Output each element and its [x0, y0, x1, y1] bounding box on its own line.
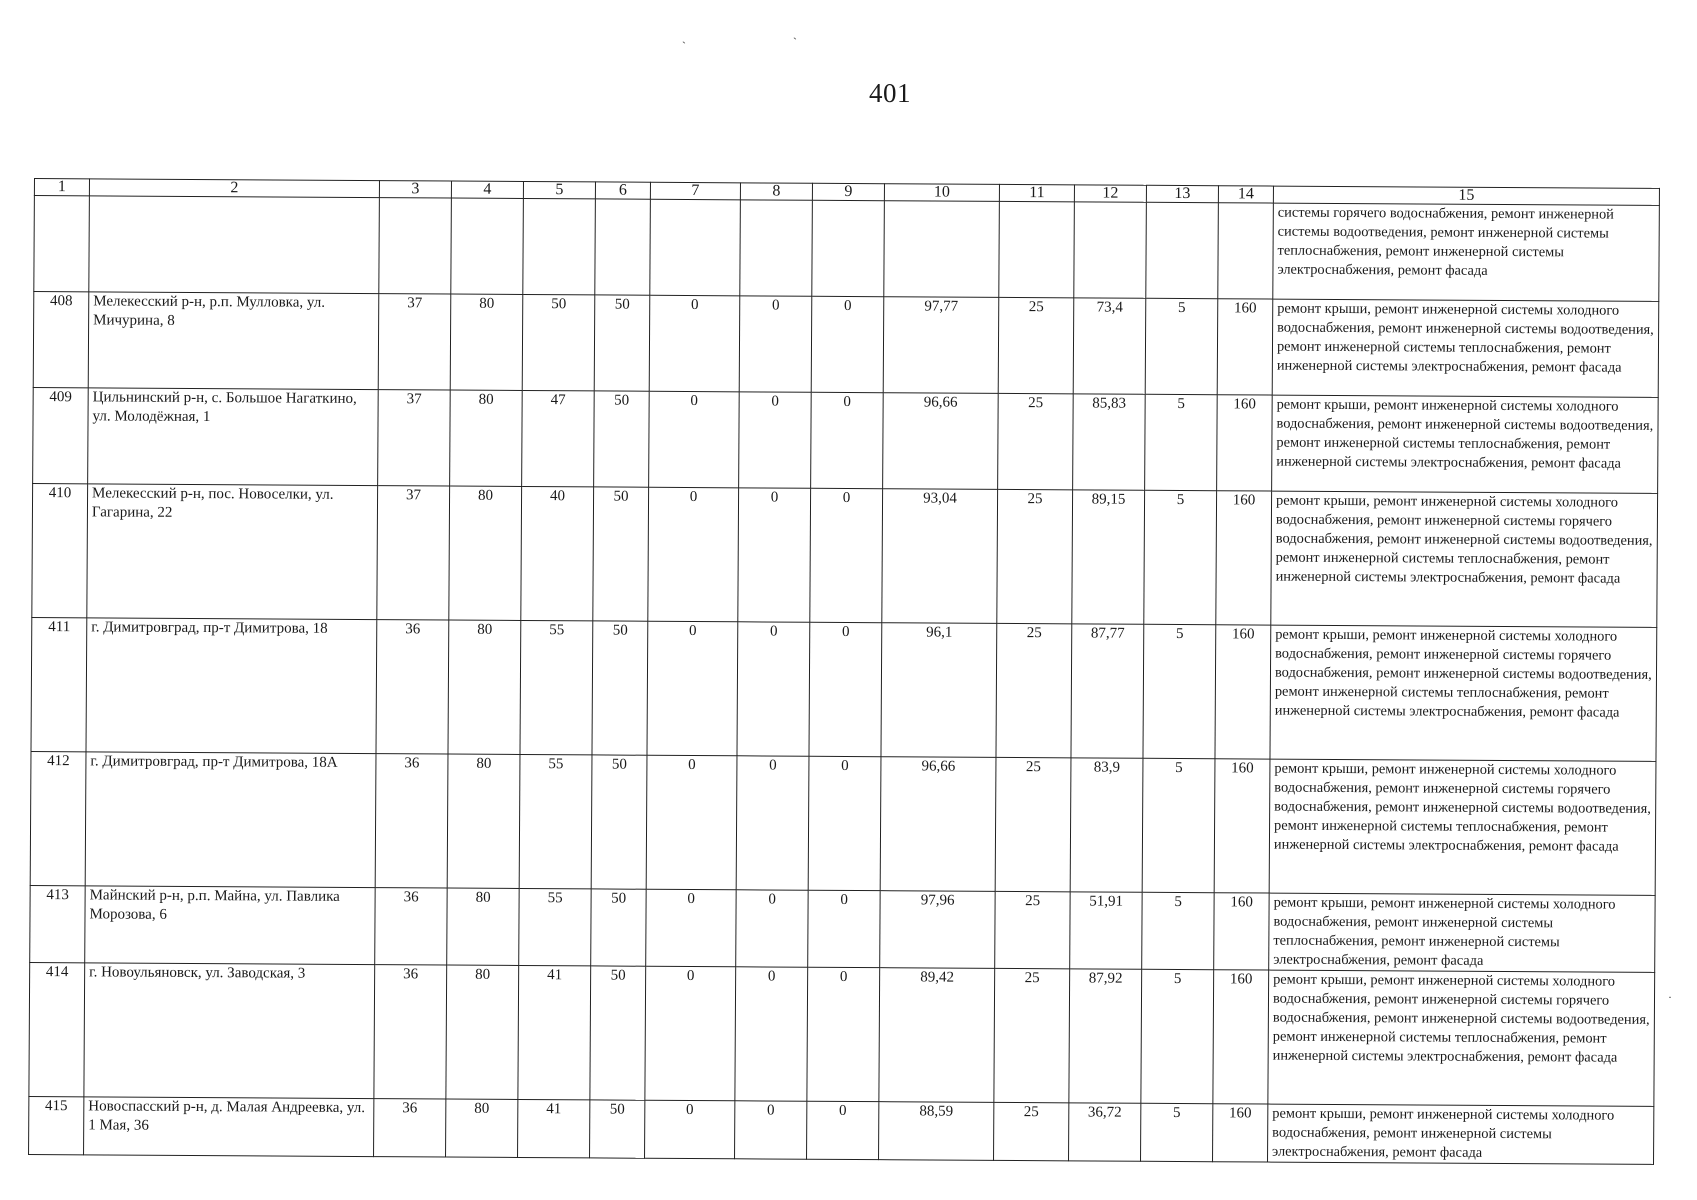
value-cell: 41: [518, 965, 591, 1099]
value-cell: 5: [1142, 892, 1214, 969]
value-cell: 5: [1142, 758, 1215, 892]
table-row: [33, 292, 1659, 398]
value-cell: 80: [449, 486, 522, 620]
value-cell: 160: [1214, 893, 1269, 970]
value-cell: 0: [808, 756, 881, 890]
value-cell: 5: [1144, 490, 1217, 624]
value-cell: 93,04: [882, 489, 998, 624]
column-header: 3: [379, 181, 451, 198]
value-cell: 50: [594, 391, 650, 487]
value-cell: 0: [649, 391, 740, 488]
table-row: [29, 1096, 1654, 1164]
value-cell: 36: [374, 965, 447, 1099]
work-list-cell: ремонт крыши, ремонт инженерной системы холодного водоснабжения, ремонт инженерной системы водоотведения, ремонт инженерной системы теплоснабжения, ремонт инженерной системы электроснабжения, ремонт фасада: [1272, 299, 1659, 397]
row-number: 408: [33, 292, 89, 388]
value-cell: 50: [591, 755, 647, 889]
work-list-cell: ремонт крыши, ремонт инженерной системы холодного водоснабжения, ремонт инженерной системы электроснабжения, ремонт фасада: [1268, 1104, 1654, 1164]
value-cell: 5: [1145, 298, 1218, 394]
column-header: 13: [1146, 185, 1218, 202]
value-cell: 36: [376, 620, 449, 754]
value-cell: 0: [647, 621, 738, 756]
value-cell: 0: [737, 622, 810, 756]
address-cell: Мелекесский р-н, р.п. Мулловка, ул. Мичурина, 8: [88, 292, 379, 390]
work-list-cell: ремонт крыши, ремонт инженерной системы холодного водоснабжения, ремонт инженерной системы горячего водоснабжения, ремонт инженерной системы водоотведения, ремонт инженерной системы теплоснабжения, ремонт инженерной системы электроснабжения, ремонт фасада: [1270, 625, 1657, 761]
column-header: 11: [999, 184, 1074, 201]
register-table: [28, 178, 1660, 1165]
value-cell: 0: [648, 487, 739, 622]
value-cell: 96,66: [883, 393, 999, 490]
value-cell: 80: [450, 294, 523, 390]
carryover-row: [34, 196, 1660, 302]
scan-speck: ˏ: [682, 30, 686, 44]
column-header: 5: [523, 181, 595, 198]
value-cell: 50: [594, 295, 650, 391]
address-cell: Мелекесский р-н, пос. Новоселки, ул. Гагарина, 22: [87, 484, 378, 620]
value-cell: 36: [374, 1099, 446, 1157]
table-row: [30, 751, 1656, 895]
value-cell: 50: [591, 889, 646, 966]
column-header: 7: [650, 182, 740, 200]
value-cell: 80: [448, 620, 521, 754]
value-cell: 160: [1217, 395, 1273, 491]
value-cell: 0: [736, 756, 809, 890]
value-cell: 160: [1213, 970, 1269, 1104]
value-cell: 0: [808, 890, 880, 967]
value-cell: 0: [735, 1101, 807, 1159]
value-cell: 80: [447, 888, 519, 965]
value-cell: 160: [1216, 491, 1272, 625]
value-cell: 88,59: [879, 1102, 994, 1161]
value-cell: 25: [997, 489, 1073, 623]
value-cell: 25: [994, 1102, 1069, 1160]
page-number: 401: [869, 78, 911, 108]
value-cell: 0: [646, 755, 737, 890]
value-cell: 0: [735, 967, 808, 1101]
value-cell: 50: [522, 294, 595, 390]
value-cell: 0: [811, 392, 884, 488]
value-cell: 5: [1141, 1103, 1213, 1161]
column-header: 8: [740, 183, 812, 200]
value-cell: 89,42: [879, 968, 995, 1103]
row-number: 409: [33, 387, 89, 483]
value-cell: 87,77: [1071, 624, 1144, 758]
work-list-cell: ремонт крыши, ремонт инженерной системы холодного водоснабжения, ремонт инженерной системы горячего водоснабжения, ремонт инженерной системы водоотведения, ремонт инженерной системы теплоснабжения, ремонт инженерной системы электроснабжения, ремонт фасада: [1269, 759, 1656, 895]
value-cell: 96,66: [880, 757, 996, 892]
value-cell: 51,91: [1070, 892, 1142, 969]
value-cell: 36: [375, 888, 447, 965]
column-header: 10: [884, 184, 999, 202]
value-cell: 89,15: [1072, 490, 1145, 624]
value-cell: 25: [994, 968, 1070, 1102]
work-list-cell: ремонт крыши, ремонт инженерной системы холодного водоснабжения, ремонт инженерной системы водоотведения, ремонт инженерной системы теплоснабжения, ремонт инженерной системы электроснабжения, ремонт фасада: [1272, 395, 1659, 493]
value-cell: 50: [590, 1100, 645, 1158]
address-cell: Майнский р-н, р.п. Майна, ул. Павлика Морозова, 6: [85, 886, 375, 965]
value-cell: 0: [646, 889, 736, 967]
column-header: 15: [1273, 186, 1659, 205]
value-cell: 50: [590, 966, 646, 1100]
value-cell: 87,92: [1069, 969, 1142, 1103]
value-cell: 0: [738, 488, 811, 622]
value-cell: 0: [810, 488, 883, 622]
work-list-cell: ремонт крыши, ремонт инженерной системы холодного водоснабжения, ремонт инженерной системы горячего водоснабжения, ремонт инженерной системы водоотведения, ремонт инженерной системы теплоснабжения, ремонт инженерной системы электроснабжения, ремонт фасада: [1268, 970, 1655, 1106]
value-cell: 160: [1215, 625, 1271, 759]
value-cell: 160: [1214, 759, 1270, 893]
scan-speck: ˎ: [793, 26, 797, 40]
value-cell: 25: [995, 891, 1070, 968]
table-row: [30, 885, 1655, 972]
work-list-cell: ремонт крыши, ремонт инженерной системы холодного водоснабжения, ремонт инженерной системы горячего водоснабжения, ремонт инженерной системы водоотведения, ремонт инженерной системы теплоснабжения, ремонт инженерной системы электроснабжения, ремонт фасада: [1271, 491, 1658, 627]
value-cell: 0: [649, 295, 740, 392]
value-cell: 0: [739, 296, 812, 392]
row-number: 411: [31, 617, 87, 751]
value-cell: 37: [377, 486, 450, 620]
value-cell: 55: [519, 888, 591, 965]
work-list-cell: ремонт крыши, ремонт инженерной системы холодного водоснабжения, ремонт инженерной системы теплоснабжения, ремонт инженерной системы электроснабжения, ремонт фасада: [1269, 893, 1655, 972]
address-cell: г. Новоульяновск, ул. Заводская, 3: [84, 963, 375, 1099]
value-cell: 25: [996, 623, 1072, 757]
table-row: [33, 387, 1659, 493]
value-cell: 25: [995, 757, 1071, 891]
value-cell: 25: [998, 297, 1074, 393]
value-cell: 0: [807, 967, 880, 1101]
value-cell: 0: [736, 890, 808, 967]
value-cell: 37: [378, 294, 451, 390]
value-cell: 25: [998, 393, 1074, 489]
value-cell: 37: [378, 390, 451, 486]
value-cell: 97,77: [883, 297, 999, 394]
scan-speck: ·: [1668, 990, 1672, 1004]
value-cell: 0: [739, 392, 812, 488]
value-cell: 5: [1145, 394, 1218, 490]
column-header: 4: [451, 181, 523, 198]
value-cell: 41: [518, 1099, 590, 1157]
value-cell: 80: [446, 1099, 518, 1157]
value-cell: 85,83: [1073, 394, 1146, 490]
value-cell: 160: [1217, 299, 1273, 395]
value-cell: 0: [807, 1101, 879, 1159]
table-row: [31, 617, 1657, 761]
value-cell: 5: [1141, 969, 1214, 1103]
carryover-work-list: системы горячего водоснабжения, ремонт инженерной системы водоотведения, ремонт инженерной системы теплоснабжения, ремонт инженерной системы электроснабжения, ремонт фасада: [1273, 203, 1660, 301]
value-cell: 55: [519, 754, 592, 888]
row-number: 410: [32, 483, 88, 617]
row-number: 415: [29, 1096, 84, 1154]
value-cell: 47: [522, 390, 595, 486]
value-cell: 36: [375, 754, 448, 888]
value-cell: 80: [450, 390, 523, 486]
column-header: 12: [1074, 185, 1146, 202]
address-cell: Цильнинский р-н, с. Большое Нагаткино, ул. Молодёжная, 1: [88, 388, 379, 486]
value-cell: 0: [645, 1100, 735, 1159]
value-cell: 0: [809, 622, 882, 756]
value-cell: 50: [593, 487, 649, 621]
column-header: 14: [1218, 186, 1273, 203]
value-cell: 97,96: [880, 891, 995, 969]
column-header: 9: [812, 183, 884, 200]
value-cell: 55: [520, 620, 593, 754]
table-row: [32, 483, 1658, 627]
value-cell: 40: [521, 486, 594, 620]
address-cell: г. Димитровград, пр-т Димитрова, 18: [86, 618, 377, 754]
value-cell: 80: [447, 754, 520, 888]
column-header: 1: [34, 179, 89, 196]
value-cell: 0: [645, 966, 736, 1101]
value-cell: 0: [811, 296, 884, 392]
row-number: 412: [30, 751, 86, 885]
value-cell: 73,4: [1073, 298, 1146, 394]
address-cell: г. Димитровград, пр-т Димитрова, 18А: [85, 752, 376, 888]
row-number: 414: [29, 962, 85, 1096]
table-row: [29, 962, 1655, 1106]
address-cell: Новоспасский р-н, д. Малая Андреевка, ул. 1 Мая, 36: [84, 1097, 374, 1157]
column-header: 6: [595, 182, 650, 199]
value-cell: 5: [1143, 624, 1216, 758]
value-cell: 36,72: [1069, 1103, 1141, 1161]
value-cell: 83,9: [1070, 758, 1143, 892]
value-cell: 50: [592, 621, 648, 755]
column-header: 2: [89, 179, 379, 198]
value-cell: 160: [1213, 1104, 1268, 1162]
value-cell: 80: [446, 965, 519, 1099]
value-cell: 96,1: [881, 623, 997, 758]
row-number: 413: [30, 885, 85, 962]
